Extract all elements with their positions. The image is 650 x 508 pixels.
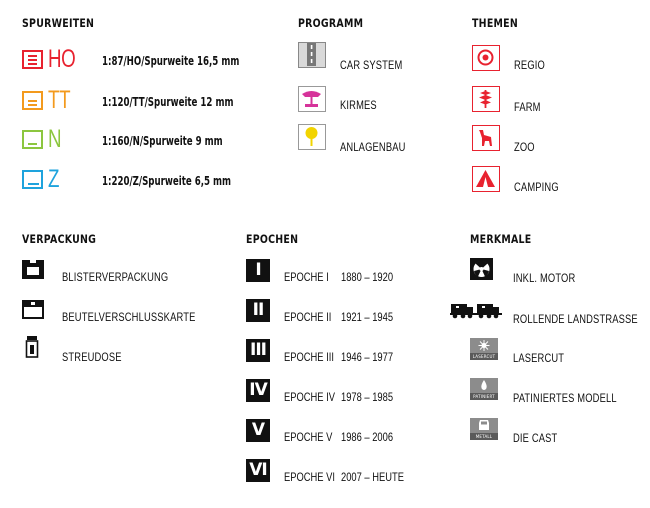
target-icon <box>472 45 500 71</box>
epoch-years: 2007 – HEUTE <box>341 470 404 484</box>
epoch-label: EPOCHE VI <box>284 470 335 484</box>
patina-badge-text: PATINIERT <box>470 393 498 400</box>
themen-item-camping <box>472 166 632 196</box>
epoch-numeral-badge: I <box>246 259 270 282</box>
carousel-icon <box>298 86 326 112</box>
epoche-row <box>246 259 446 285</box>
epoch-years: 1946 – 1977 <box>341 350 394 364</box>
themen-label: REGIO <box>514 58 545 72</box>
merkmal-item-lasercut <box>470 338 645 366</box>
themen-heading: THEMEN <box>472 16 518 30</box>
verpackung-item-blister <box>22 258 222 286</box>
patina-icon <box>470 378 498 400</box>
epoch-numeral-badge: II <box>246 299 270 322</box>
merkmal-label: LASERCUT <box>513 351 565 365</box>
epoch-label: EPOCHE I <box>284 270 329 284</box>
z-gauge-icon <box>22 170 43 189</box>
epoch-numeral-badge: IV <box>246 379 270 402</box>
diecast-icon <box>470 418 498 440</box>
gauge-row-z <box>22 166 292 194</box>
programm-item-kirmes <box>298 86 458 116</box>
gauge-description: 1:160/N/Spurweite 9 mm <box>102 134 223 148</box>
verpackung-heading: VERPACKUNG <box>22 232 97 246</box>
themen-item-regio <box>472 45 632 75</box>
epoche-row <box>246 459 446 485</box>
trucks-icon <box>450 303 502 319</box>
epoche-row <box>246 419 446 445</box>
themen-label: FARM <box>514 100 541 114</box>
diecast-badge-text: METALL <box>470 433 498 440</box>
tent-icon <box>472 166 500 192</box>
road-icon <box>298 42 326 68</box>
epoch-label: EPOCHE III <box>284 350 334 364</box>
epoch-numeral-badge: VI <box>246 459 270 482</box>
merkmal-label: ROLLENDE LANDSTRASSE <box>513 312 638 326</box>
gauge-code: TT <box>48 86 71 114</box>
merkmal-label: DIE CAST <box>513 431 558 445</box>
verpackung-label: BEUTELVERSCHLUSSKARTE <box>62 310 196 324</box>
gauge-description: 1:120/TT/Spurweite 12 mm <box>102 95 234 109</box>
n-gauge-icon <box>22 130 43 149</box>
themen-label: CAMPING <box>514 180 559 194</box>
epoch-years: 1880 – 1920 <box>341 270 394 284</box>
themen-item-farm <box>472 86 632 116</box>
tt-gauge-icon <box>22 91 43 110</box>
blister-icon <box>22 260 44 279</box>
gauge-description: 1:220/Z/Spurweite 6,5 mm <box>102 174 232 188</box>
gauge-code: Z <box>48 165 60 193</box>
spurweiten-heading: SPURWEITEN <box>22 16 95 30</box>
verpackung-item-shaker <box>22 336 222 364</box>
merkmal-label: PATINIERTES MODELL <box>513 391 617 405</box>
verpackung-label: STREUDOSE <box>62 350 122 364</box>
motor-icon <box>470 258 493 280</box>
gauge-row-tt <box>22 87 292 115</box>
merkmal-item-patina <box>470 378 645 406</box>
programm-label: ANLAGENBAU <box>340 140 406 154</box>
epoch-label: EPOCHE IV <box>284 390 335 404</box>
epoch-label: EPOCHE II <box>284 310 332 324</box>
themen-label: ZOO <box>514 140 535 154</box>
programm-item-anlagenbau <box>298 124 458 154</box>
lasercut-icon <box>470 338 498 360</box>
merkmal-item-motor <box>470 258 645 286</box>
merkmal-item-trucks <box>450 303 645 331</box>
verpackung-label: BLISTERVERPACKUNG <box>62 270 169 284</box>
gauge-code: HO <box>48 45 76 73</box>
epochen-heading: EPOCHEN <box>246 232 299 246</box>
epoch-label: EPOCHE V <box>284 430 333 444</box>
gauge-row-n <box>22 126 292 154</box>
programm-item-car-system <box>298 42 458 72</box>
gauge-description: 1:87/HO/Spurweite 16,5 mm <box>102 54 240 68</box>
bag-card-icon <box>22 300 44 319</box>
lasercut-badge-text: LASERCUT <box>470 353 498 360</box>
programm-label: CAR SYSTEM <box>340 58 403 72</box>
epoch-years: 1978 – 1985 <box>341 390 394 404</box>
merkmal-label: INKL. MOTOR <box>513 271 576 285</box>
epoch-years: 1986 – 2006 <box>341 430 394 444</box>
programm-heading: PROGRAMM <box>298 16 364 30</box>
epoche-row <box>246 379 446 405</box>
giraffe-icon <box>472 125 500 151</box>
epoch-years: 1921 – 1945 <box>341 310 394 324</box>
tree-icon <box>298 124 326 150</box>
gauge-code: N <box>48 125 62 153</box>
epoche-row <box>246 299 446 325</box>
ho-gauge-icon <box>22 50 43 69</box>
shaker-icon <box>25 336 39 358</box>
verpackung-item-bag-card <box>22 298 222 326</box>
themen-item-zoo <box>472 125 632 155</box>
merkmal-item-diecast <box>470 418 645 446</box>
gauge-row-ho <box>22 46 292 74</box>
wheat-icon <box>472 86 500 112</box>
programm-label: KIRMES <box>340 98 377 112</box>
merkmale-heading: MERKMALE <box>470 232 532 246</box>
epoche-row <box>246 339 446 365</box>
epoch-numeral-badge: V <box>246 419 270 442</box>
epoch-numeral-badge: III <box>246 339 270 362</box>
